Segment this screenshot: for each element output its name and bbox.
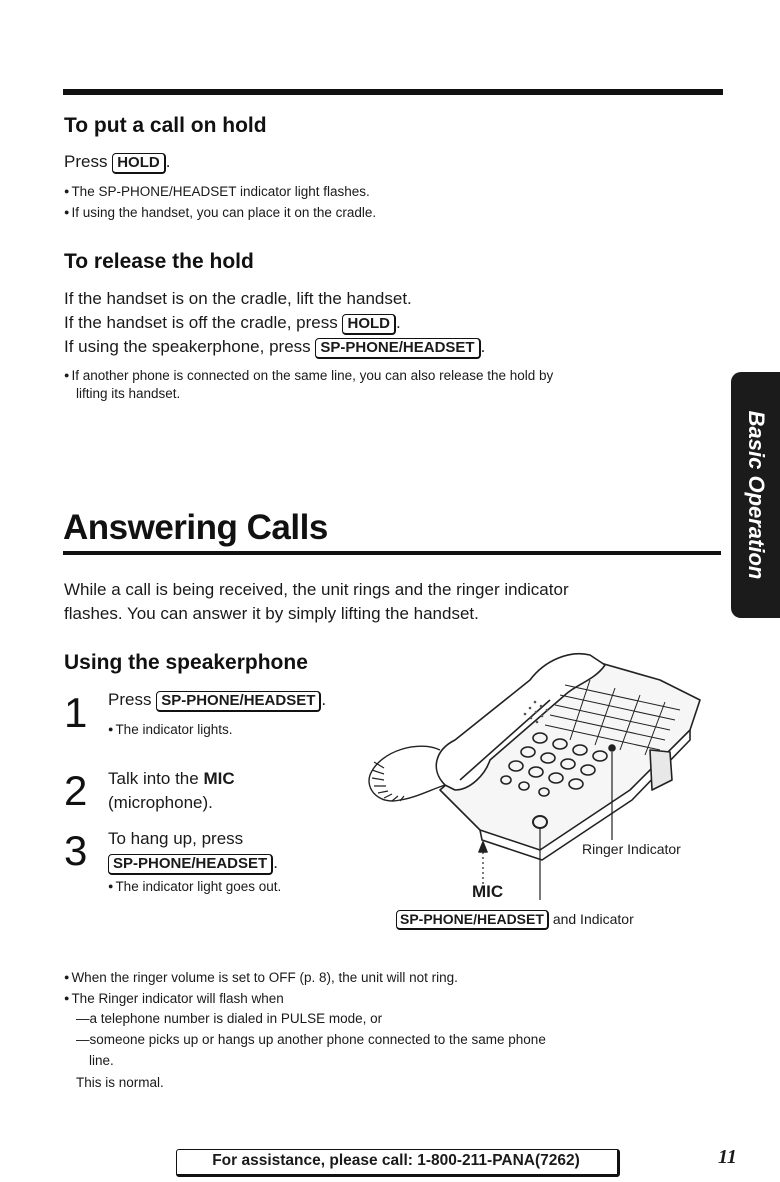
note-dash-2b: line. [89, 1053, 114, 1068]
step-2-line-2: (microphone). [108, 793, 213, 812]
release-line-3-text: If using the speakerphone, press [64, 337, 311, 356]
note-bullet-2-text: The Ringer indicator will flash when [71, 991, 284, 1006]
answering-intro-2: flashes. You can answer it by simply lifting the handset. [64, 604, 479, 623]
step-3-number: 3 [64, 827, 88, 874]
side-tab-text: Basic Operation [743, 410, 769, 580]
sp-phone-key-2: SP-PHONE/HEADSET [156, 691, 321, 712]
hold-instruction [64, 150, 170, 174]
section-rule [63, 551, 721, 555]
answering-intro-1: While a call is being received, the unit rings and the ringer indicator [64, 580, 569, 599]
note-bullet-2 [64, 989, 284, 1008]
telephone-illustration [360, 640, 720, 910]
side-tab-label [731, 372, 780, 618]
hold-key: HOLD [112, 153, 166, 174]
release-line-2: If the handset is off the cradle, press HOLD . [64, 311, 401, 335]
answering-heading: Answering Calls [63, 508, 328, 547]
step-1-text: Press SP-PHONE/HEADSET . [108, 688, 326, 712]
hold-bullet-1 [64, 182, 370, 201]
step-2-number: 2 [64, 767, 88, 814]
step-2-prefix: Talk into the [108, 769, 199, 788]
footer-assistance: For assistance, please call: 1-800-211-PANA(7262) [212, 1152, 580, 1169]
step-2-line-1 [108, 767, 235, 791]
note-bullet-1 [64, 968, 458, 987]
period: . [165, 152, 171, 171]
release-bullet-line-1: If another phone is connected on the same line, you can also release the hold by [71, 368, 554, 383]
step-2-mic: MIC [203, 769, 235, 788]
top-rule [63, 89, 723, 95]
hold-bullet-2 [64, 203, 376, 222]
hold-key-2: HOLD [342, 314, 396, 335]
step-3-line-1: To hang up, press [108, 829, 244, 848]
step-1-note-text: The indicator lights. [115, 722, 233, 737]
release-line-2-text: If the handset is off the cradle, press [64, 313, 338, 332]
step-1-prefix: Press [108, 690, 152, 709]
note-bullet-1-text: When the ringer volume is set to OFF (p. 8), the unit will not ring. [71, 970, 458, 985]
ringer-indicator-label: Ringer Indicator [582, 841, 681, 857]
page-number: 11 [718, 1146, 737, 1168]
step-3-line-2: SP-PHONE/HEADSET . [108, 851, 278, 875]
sp-phone-key-3: SP-PHONE/HEADSET [108, 854, 273, 875]
sp-phone-key-1: SP-PHONE/HEADSET [315, 338, 480, 359]
release-line-1: If the handset is on the cradle, lift the handset. [64, 289, 412, 308]
step-3-note-text: The indicator light goes out. [115, 879, 282, 894]
hold-bullet-2-text: If using the handset, you can place it on the cradle. [71, 205, 377, 220]
note-end: This is normal. [76, 1075, 164, 1090]
step-1-note [108, 720, 233, 739]
hold-heading: To put a call on hold [64, 114, 267, 137]
release-bullet [64, 366, 553, 385]
step-1-number: 1 [64, 689, 88, 736]
key-and-indicator-label [396, 910, 634, 930]
release-line-3: If using the speakerphone, press SP-PHONE/HEADSET . [64, 335, 485, 359]
key-suffix: and Indicator [552, 911, 634, 927]
press-label: Press [64, 152, 108, 171]
release-heading: To release the hold [64, 250, 254, 273]
hold-bullet-1-text: The SP-PHONE/HEADSET indicator light flashes. [71, 184, 370, 199]
note-dash-1: —a telephone number is dialed in PULSE mode, or [76, 1011, 383, 1026]
mic-label: MIC [472, 882, 504, 901]
step-3-note [108, 877, 281, 896]
sp-phone-key-figure: SP-PHONE/HEADSET [396, 910, 549, 930]
note-dash-2a: —someone picks up or hangs up another phone connected to the same phone [76, 1032, 546, 1047]
speakerphone-heading: Using the speakerphone [64, 651, 308, 674]
release-bullet-line-2: lifting its handset. [76, 386, 181, 401]
